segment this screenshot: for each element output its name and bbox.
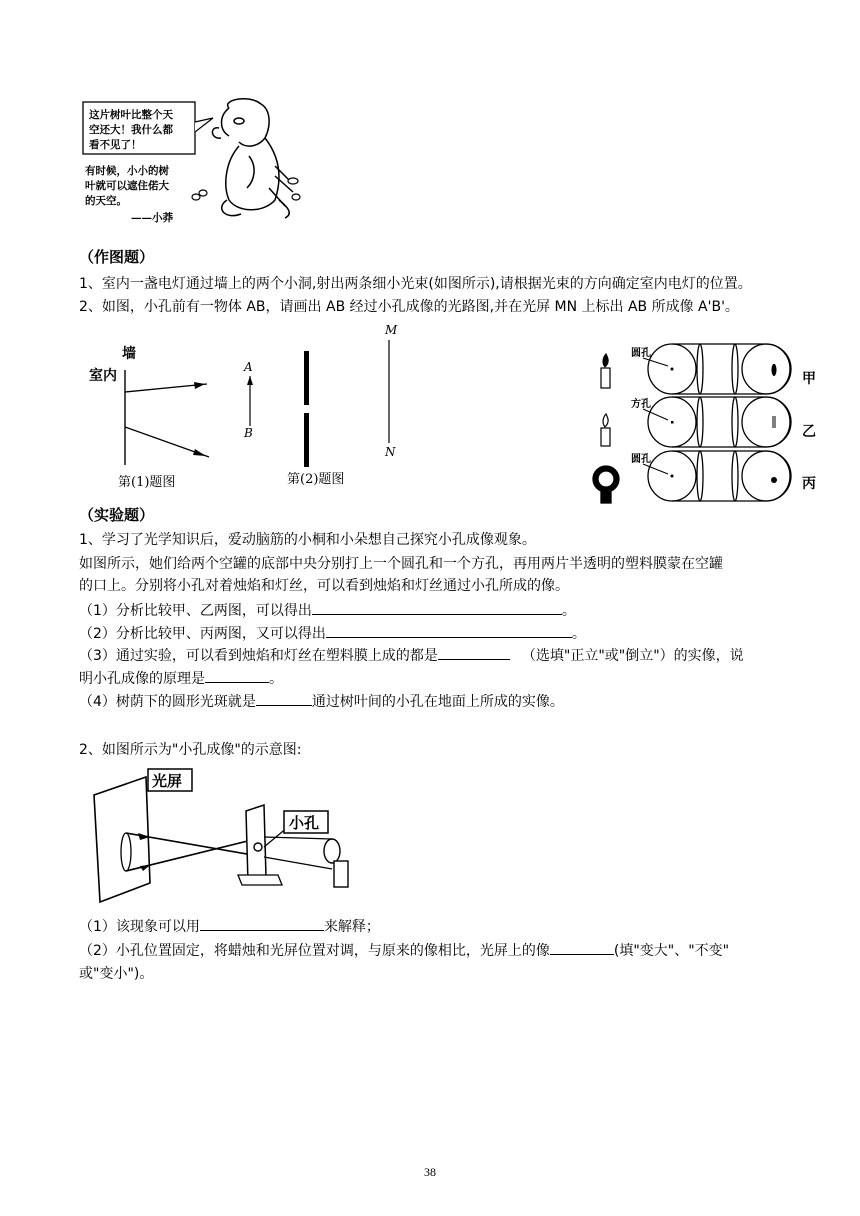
bubble-line-1: 这片树叶比整个天 [89,109,173,121]
hole-label-yi: 方孔 [631,399,651,410]
exp-q2-part-2: （2）小孔位置固定，将蜡烛和光屏位置对调，与原来的像相比，光屏上的像 (填"变大"、"不变" [79,940,729,961]
row-label-bing: 丙 [802,476,816,492]
figure-2-pinhole [240,318,410,493]
exp-q1-part-4: （4）树荫下的圆形光斑就是 通过树叶间的小孔在地面上所成的实像。 [79,691,564,712]
hole-label: 小孔 [289,814,320,832]
figure-1-wall-beams [85,340,245,495]
figure-1-caption: 第(1)题图 [118,475,176,490]
wall-label: 墙 [122,346,136,362]
candle-1 [601,354,610,388]
answer-blank-3[interactable] [438,645,510,660]
bubble-line-3: 看不见了！ [89,139,142,151]
caption-line-1: 有时候，小小的树 [85,165,169,177]
label-m: M [385,323,398,337]
hole-label-jia: 圆孔 [631,348,651,359]
barrier-bottom [304,413,309,467]
exp-q2-part-2-cont: 或"变小")。 [79,966,154,982]
experiment-section-heading: （实验题） [79,506,155,524]
exp-q1-desc-1: 如图所示，她们给两个空罐的底部中央分别打上一个圆孔和一个方孔，再用两片半透明的塑料膜蒙在空罐 [79,556,723,572]
exp-q2-intro: 2、如图所示为"小孔成像"的示意图: [79,742,302,758]
answer-blank-1[interactable] [312,600,562,615]
bubble-line-2: 空还大！我什么都 [89,124,173,136]
label-a: A [244,360,253,374]
drawing-question-2: 2、如图，小孔前有一物体 AB，请画出 AB 经过小孔成像的光路图,并在光屏 MN 上标出 AB 所成像 A'B'。 [79,299,739,315]
drawing-section-heading: （作图题） [79,248,155,266]
exp-q1-part-2: （2）分析比较甲、丙两图，又可以得出 。 [79,623,586,644]
answer-blank-4[interactable] [205,668,269,683]
row-label-jia: 甲 [802,371,816,387]
answer-blank-5[interactable] [256,691,312,706]
candle [334,861,348,887]
candle-2 [601,414,610,446]
exp-q1-part-3: （3）通过实验，可以看到烛焰和灯丝在塑料膜上成的都是 （选填"正立"或"倒立"）的实像，说 [79,645,744,666]
exp-q1-part-1: （1）分析比较甲、乙两图，可以得出 。 [79,600,576,621]
light-bulb [593,466,619,503]
label-b: B [244,426,253,440]
answer-blank-7[interactable] [550,940,614,955]
answer-blank-2[interactable] [326,623,572,638]
figure-3-cans [588,336,828,511]
cartoon-figure [79,96,319,231]
hole-label-bing: 圆孔 [631,454,651,465]
label-n: N [385,445,396,459]
screen-label: 光屏 [152,772,183,790]
exp-q1-part-3-cont: 明小孔成像的原理是 。 [79,668,283,689]
page-number: 38 [424,1165,436,1179]
cartoon-author: ——小莽 [131,212,173,224]
exp-q1-desc-2: 的口上。分别将小孔对着烛焰和灯丝，可以看到烛焰和灯丝通过小孔所成的像。 [79,578,569,594]
caption-line-3: 的天空。 [85,195,127,207]
exp-q1-intro: 1、学习了光学知识后，爱动脑筋的小桐和小朵想自己探究小孔成像观象。 [79,532,536,548]
indoor-label: 室内 [89,368,117,384]
figure-4-pinhole-camera [88,765,368,905]
answer-blank-6[interactable] [200,916,324,931]
pinhole [254,843,262,851]
figure-2-caption: 第(2)题图 [287,472,345,487]
exp-q2-part-1: （1）该现象可以用 来解释； [79,916,380,937]
caption-line-2: 叶就可以遮住偌大 [85,180,169,192]
barrier-top [304,351,309,405]
person-illustration [212,99,293,218]
drawing-question-1: 1、室内一盏电灯通过墙上的两个小洞,射出两条细小光束(如图所示),请根据光束的方向确定室内电灯的位置。 [79,276,752,292]
row-label-yi: 乙 [802,424,816,440]
candle-flame [324,839,340,863]
